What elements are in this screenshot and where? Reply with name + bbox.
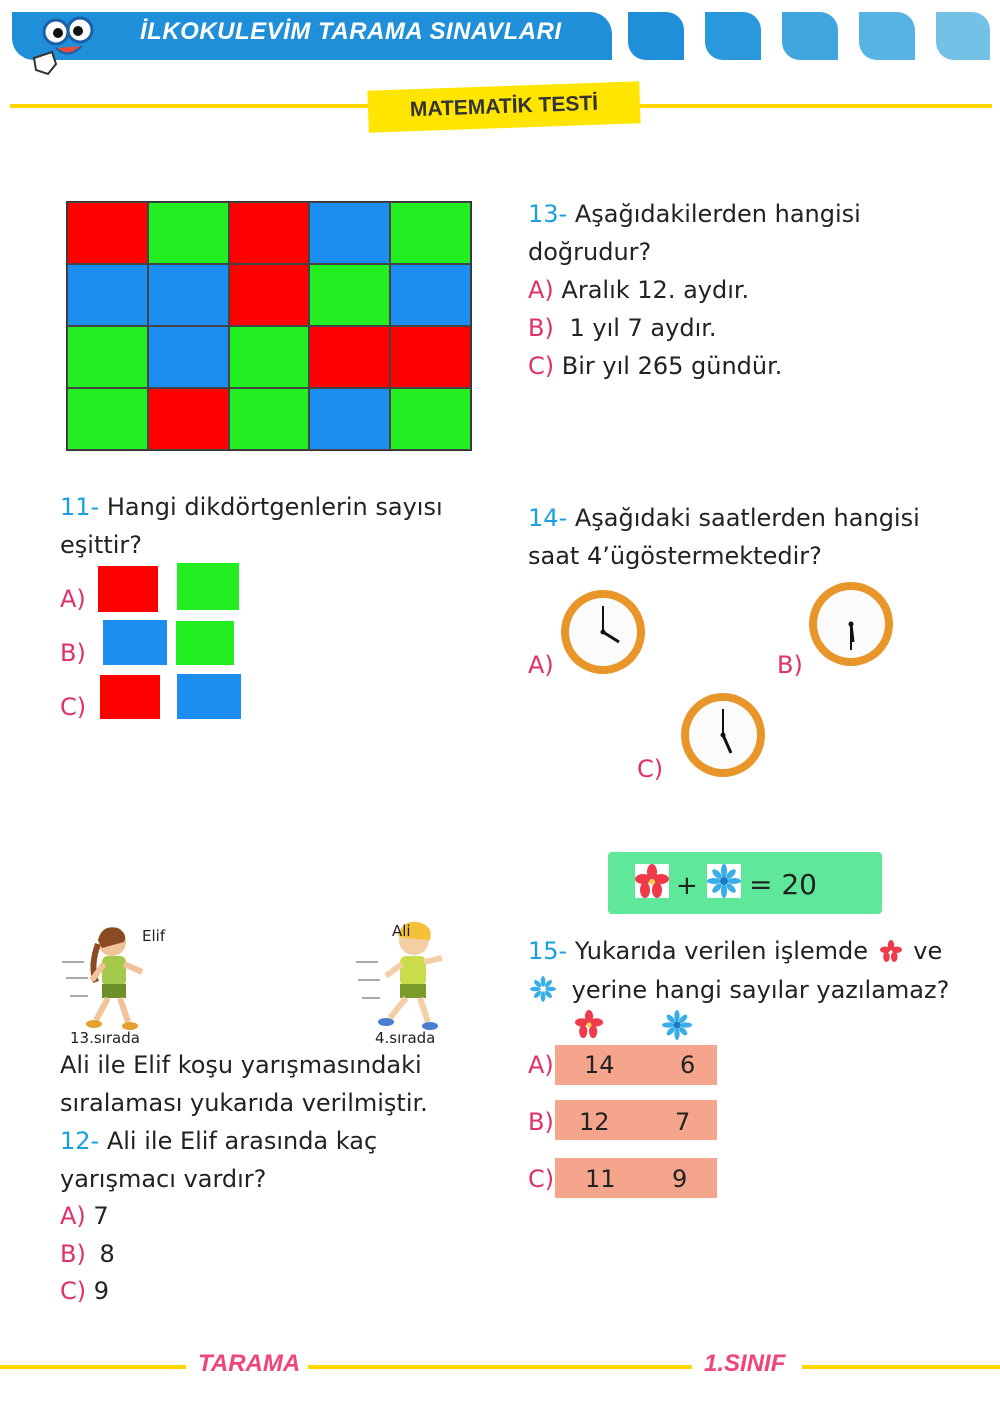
q13-option-c-value: Bir yıl 265 gündür. [561, 352, 783, 380]
test-label: MATEMATİK TESTİ [367, 81, 640, 132]
q15-option-c-value-2: 9 [672, 1165, 688, 1193]
q15-line2: yerine hangi sayılar yazılamaz? [571, 976, 950, 1004]
q15-line1: Yukarıda verilen işlemde [574, 937, 869, 965]
q15-inline-blue-flower-icon [530, 975, 556, 1001]
q11-b-blue-rect [103, 620, 167, 665]
header-tab-4 [859, 12, 915, 60]
q15-option-b-value-1: 12 [579, 1108, 610, 1136]
mascot-icon [26, 8, 116, 78]
q11-text [60, 488, 480, 564]
elif-rank: 13.sırada [70, 1029, 140, 1047]
grid-cell [229, 264, 310, 326]
grid-cell [67, 202, 148, 264]
footer-line-middle [308, 1365, 692, 1369]
q12-option-a-label: A) [60, 1202, 86, 1230]
clock-c-icon [679, 691, 767, 779]
q13-option-a-label: A) [528, 276, 554, 304]
q15-option-c-highlight [555, 1158, 717, 1198]
q14-line1: Aşağıdaki saatlerden hangisi [574, 504, 920, 532]
grid-cell [148, 202, 229, 264]
q11-c-blue-rect [177, 674, 241, 719]
q14-option-c[interactable]: C) [637, 755, 664, 783]
ali-name: Ali [392, 922, 411, 940]
header-tab-3 [782, 12, 838, 60]
q13-option-a[interactable] [528, 271, 749, 309]
grid-cell [67, 326, 148, 388]
q12-option-b-value: 8 [99, 1240, 115, 1268]
q12-option-b[interactable] [60, 1235, 115, 1273]
q13-option-c[interactable] [528, 347, 782, 385]
column-red-flower-icon [575, 1010, 603, 1038]
q13-number: 13- [528, 200, 568, 228]
grid-cell [309, 388, 390, 450]
q15-text-line1 [528, 932, 978, 970]
grid-cell [67, 264, 148, 326]
q13-text [528, 195, 968, 271]
q11-option-b[interactable]: B) [60, 639, 86, 667]
equation-plus: + [676, 871, 698, 901]
q15-number: 15- [528, 937, 568, 965]
equation-result: = 20 [749, 868, 817, 901]
q13-option-a-value: Aralık 12. aydır. [561, 276, 750, 304]
q13-option-b-label: B) [528, 314, 554, 342]
q11-option-c[interactable]: C) [60, 693, 87, 721]
grid-cell [148, 388, 229, 450]
footer-line-right [802, 1365, 1000, 1369]
red-flower-icon [635, 864, 669, 898]
q15-option-b-label[interactable]: B) [528, 1108, 554, 1136]
q15-inline-red-flower-icon [880, 935, 902, 957]
grid-cell [390, 388, 471, 450]
q13-line1: Aşağıdakilerden hangisi [574, 200, 861, 228]
q15-option-a-label[interactable]: A) [528, 1051, 554, 1079]
ali-rank: 4.sırada [375, 1029, 436, 1047]
q12-text [60, 1046, 500, 1198]
q11-line2: eşittir? [60, 531, 143, 559]
footer-line-left [0, 1365, 186, 1369]
q11-a-green-rect [177, 563, 239, 610]
q11-line1: Hangi dikdörtgenlerin sayısı [106, 493, 443, 521]
blue-flower-icon [707, 864, 741, 898]
header-tab-2 [705, 12, 761, 60]
q12-intro-line1: Ali ile Elif koşu yarışmasındaki [60, 1051, 422, 1079]
q12-option-a[interactable] [60, 1197, 109, 1235]
q13-option-b[interactable] [528, 309, 717, 347]
header-line-left [10, 104, 370, 108]
q14-line2: saat 4’ügöstermektedir? [528, 542, 822, 570]
q12-option-c[interactable] [60, 1272, 109, 1310]
column-blue-flower-icon [662, 1010, 692, 1040]
header-line-right [640, 104, 992, 108]
q14-number: 14- [528, 504, 568, 532]
header-tab-5 [936, 12, 990, 60]
grid-cell [390, 264, 471, 326]
q11-option-a[interactable]: A) [60, 585, 86, 613]
q15-option-c-label[interactable]: C) [528, 1165, 555, 1193]
q13-option-b-value: 1 yıl 7 aydır. [569, 314, 717, 342]
grid-cell [229, 202, 310, 264]
q12-number: 12- [60, 1127, 100, 1155]
q13-option-c-label: C) [528, 352, 555, 380]
grid-cell [309, 326, 390, 388]
clock-a-icon [559, 588, 647, 676]
grid-cell [390, 326, 471, 388]
color-grid [66, 201, 472, 451]
q15-option-b-value-2: 7 [675, 1108, 691, 1136]
q15-ve: ve [913, 937, 943, 965]
q13-line2: doğrudur? [528, 238, 652, 266]
header-title: İLKOKULEVİM TARAMA SINAVLARI [140, 18, 562, 45]
grid-cell [67, 388, 148, 450]
q11-a-red-rect [98, 566, 158, 612]
q12-line2: yarışmacı vardır? [60, 1165, 267, 1193]
grid-cell [229, 326, 310, 388]
clock-b-icon [807, 580, 895, 668]
footer-left-label: TARAMA [198, 1350, 301, 1377]
q11-b-green-rect [176, 621, 234, 665]
q11-number: 11- [60, 493, 100, 521]
q12-option-a-value: 7 [93, 1202, 109, 1230]
q14-text [528, 499, 978, 575]
elif-name: Elif [142, 927, 166, 945]
q11-c-red-rect [100, 675, 160, 719]
grid-cell [309, 264, 390, 326]
grid-cell [148, 264, 229, 326]
grid-cell [390, 202, 471, 264]
q12-intro-line2: sıralaması yukarıda verilmiştir. [60, 1089, 428, 1117]
grid-cell [148, 326, 229, 388]
q15-text-line2 [530, 971, 990, 1009]
q15-option-c-value-1: 11 [585, 1165, 616, 1193]
grid-cell [229, 388, 310, 450]
q15-option-a-value-1: 14 [584, 1051, 615, 1079]
grid-cell [309, 202, 390, 264]
q14-option-b[interactable]: B) [777, 651, 803, 679]
q15-option-a-value-2: 6 [680, 1051, 696, 1079]
q12-line1: Ali ile Elif arasında kaç [106, 1127, 378, 1155]
q12-option-c-value: 9 [93, 1277, 110, 1305]
footer-right-label: 1.SINIF [704, 1350, 786, 1377]
q12-option-b-label: B) [60, 1240, 86, 1268]
q14-option-a[interactable]: A) [528, 651, 554, 679]
q12-option-c-label: C) [60, 1277, 87, 1305]
header-tab-1 [628, 12, 684, 60]
